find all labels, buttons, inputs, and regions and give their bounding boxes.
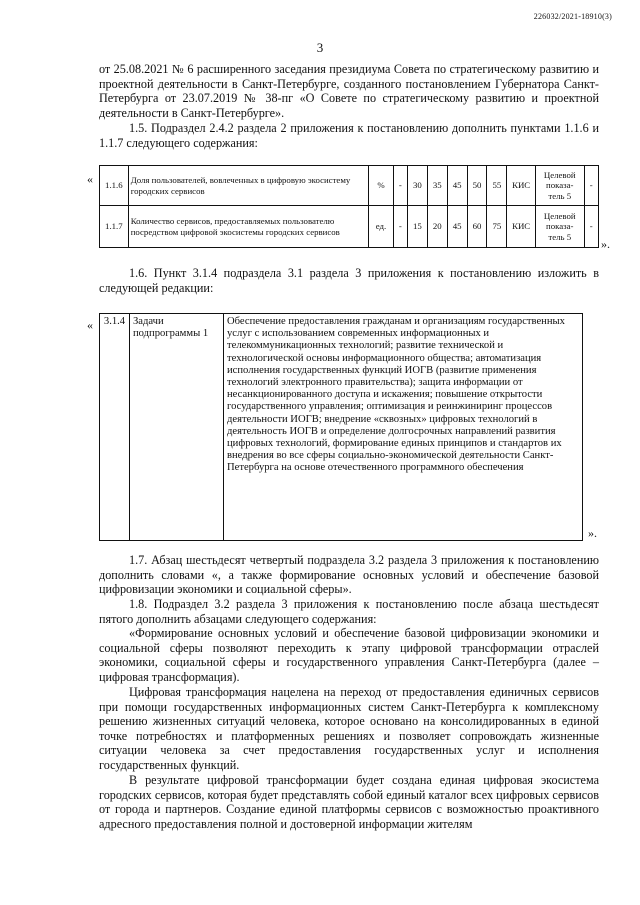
paragraph-top: от 25.08.2021 № 6 расширенного заседания президиума Совета по стратегическому развитию и проектной деятельности в Санкт-Петербурге, созданного постановлением Губернатора Санкт-Петербурга от 23.07.2019 № 38-пг «О Совете по стратегическому развитию и проектной деятельности в Санкт-Петербурге».	[99, 62, 599, 120]
item-content: Обеспечение предоставления гражданам и организациям государственных услуг с использованием современных информационных и телекоммуникационных технологий; развитие технической и технологической основы информационного общества; автоматизация исполнения государственных функций ИОГВ (развитие применения технологий электронного правительства); защита информации от несанкционированного доступа и искажения; повышение открытости государственного управления; оптимизация и реинжиниринг процессов деятельности ИОГВ; внедрение «сквозных» цифровых технологий в деятельность ИОГВ и определение долгосрочных направлений развития цифровых технологий, формирование единых принципов и стандартов их внедрения во все сферы социально-экономической деятельности Санкт-Петербурга на основе отечественного программного обеспечения	[224, 314, 583, 541]
row-number: 1.1.6	[100, 166, 129, 206]
row-number: 1.1.7	[100, 206, 129, 248]
indicator-name: Количество сервисов, предоставляемых пользователю посредством цифровой экосистемы городских сервисов	[128, 206, 369, 248]
paragraph-1-8: 1.8. Подраздел 3.2 раздела 3 приложения к постановлению после абзаца шестьдесят пятого дополнить абзацами следующего содержания:	[99, 597, 599, 626]
paragraph-quote: «Формирование основных условий и обеспечение базовой цифровизации экономики и социальной сферы позволяют переходить к этапу цифровой трансформации отраслей экономики, социальной сферы и государственного управления Санкт-Петербурга (далее – цифровая трансформация).	[99, 626, 599, 684]
value-2: 35	[427, 166, 447, 206]
registration-number: 226032/2021-18910(3)	[533, 12, 612, 21]
note: -	[584, 166, 598, 206]
indicator-type: Целевой показа-тель 5	[535, 166, 584, 206]
value-3: 45	[447, 206, 467, 248]
table1-open-quote: «	[87, 172, 93, 186]
indicator-name: Доля пользователей, вовлеченных в цифровую экосистему городских сервисов	[128, 166, 369, 206]
base-value: -	[393, 206, 407, 248]
table1-close-quote: ».	[601, 237, 610, 251]
unit: ед.	[369, 206, 393, 248]
value-2: 20	[427, 206, 447, 248]
paragraph-1-5: 1.5. Подраздел 2.4.2 раздела 2 приложения к постановлению дополнить пунктами 1.1.6 и 1.1.7 следующего содержания:	[99, 121, 599, 150]
paragraph-digital-transformation: Цифровая трансформация нацелена на переход от предоставления единичных сервисов при помощи государственных информационных систем Санкт-Петербурга к комплексному решению жизненных ситуаций человека, которое основано на консолидированных в единой точке потребностях и платформенных решениях и позволяет сопровождать жизненные ситуации человека за счет предоставления государственных услуг и исполнения государственных функций.	[99, 685, 599, 772]
value-4: 60	[467, 206, 487, 248]
table-row	[100, 166, 599, 206]
indicator-type: Целевой показа-тель 5	[535, 206, 584, 248]
value-1: 30	[407, 166, 427, 206]
paragraph-1-6: 1.6. Пункт 3.1.4 подраздела 3.1 раздела 3 приложения к постановлению изложить в следующей редакции:	[99, 266, 599, 295]
paragraph-1-7: 1.7. Абзац шестьдесят четвертый подраздела 3.2 раздела 3 приложения к постановлению дополнить словами «, а также формирование основных условий и обеспечение базовой цифровизации экономики и социальной сферы».	[99, 553, 599, 597]
base-value: -	[393, 166, 407, 206]
subprogram-tasks-table	[99, 313, 583, 541]
value-4: 50	[467, 166, 487, 206]
responsible: КИС	[507, 206, 536, 248]
table-row	[100, 314, 583, 541]
value-5: 55	[487, 166, 507, 206]
value-5: 75	[487, 206, 507, 248]
table2-open-quote: «	[87, 318, 93, 332]
value-3: 45	[447, 166, 467, 206]
table2-close-quote: ».	[588, 526, 597, 540]
item-number: 3.1.4	[100, 314, 130, 541]
table-row	[100, 206, 599, 248]
value-1: 15	[407, 206, 427, 248]
indicators-table	[99, 165, 599, 248]
paragraph-result: В результате цифровой трансформации будет создана единая цифровая экосистема городских сервисов, которая будет представлять собой единый каталог всех цифровых сервисов от города и партнеров. Создание единой платформы сервисов с возможностью проактивного адресного предоставления полной и достоверной информации жителям	[99, 773, 599, 831]
unit: %	[369, 166, 393, 206]
note: -	[584, 206, 598, 248]
item-label: Задачи подпрограммы 1	[130, 314, 224, 541]
responsible: КИС	[507, 166, 536, 206]
page-number: 3	[316, 40, 324, 55]
